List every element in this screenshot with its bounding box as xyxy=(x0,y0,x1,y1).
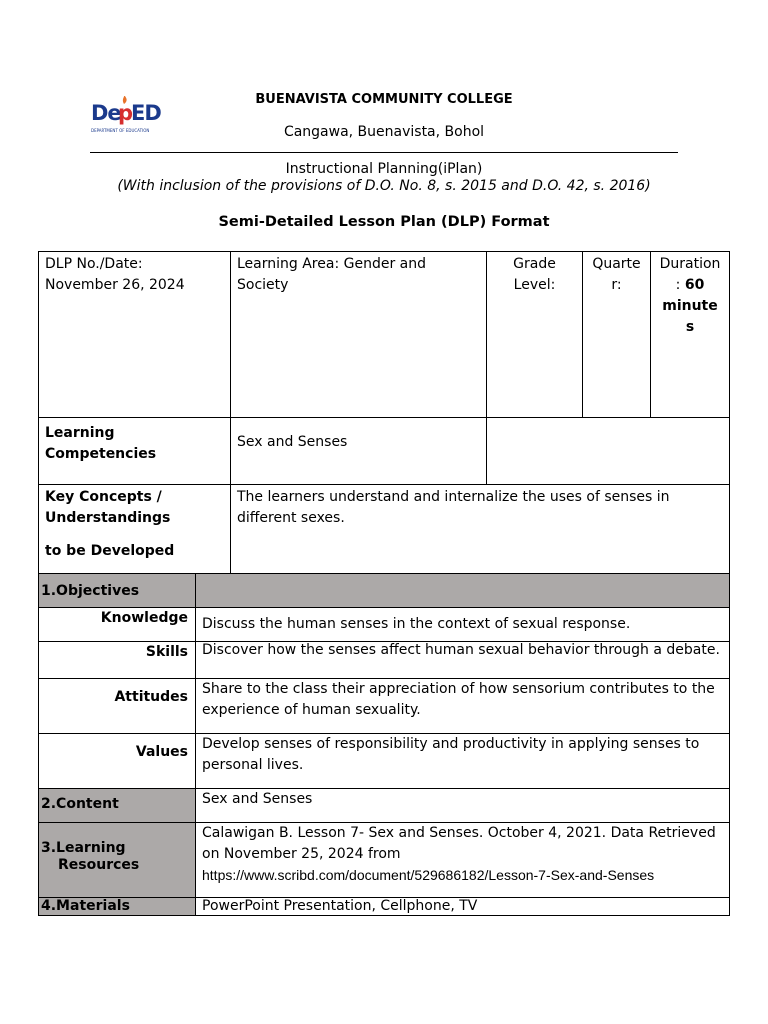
resources-heading-line1: 3.Learning xyxy=(41,840,126,856)
key-concepts-value: The learners understand and internalize the uses of senses in different sexes. xyxy=(237,489,670,526)
skills-value-cell xyxy=(195,641,730,679)
content-value: Sex and Senses xyxy=(202,791,313,807)
objectives-heading-fill xyxy=(195,573,730,608)
attitudes-value: Share to the class their appreciation of how sensorium contributes to the experience of human sexuality. xyxy=(202,681,715,718)
knowledge-label-cell xyxy=(38,607,196,642)
resources-value-cell xyxy=(195,822,730,898)
learning-area-cell xyxy=(230,251,487,418)
resources-heading-line2: Resources xyxy=(58,857,140,873)
competencies-label-cell xyxy=(38,417,231,485)
college-name: BUENAVISTA COMMUNITY COLLEGE xyxy=(255,92,513,107)
attitudes-value-cell xyxy=(195,678,730,734)
iplan-note: (With inclusion of the provisions of D.O. No. 8, s. 2015 and D.O. 42, s. 2016) xyxy=(117,178,651,194)
header-divider xyxy=(90,152,678,153)
knowledge-label: Knowledge xyxy=(100,610,188,626)
attitudes-label-cell xyxy=(38,678,196,734)
duration-value: 60 xyxy=(684,277,705,293)
competencies-label-line1: Learning xyxy=(45,425,115,441)
content-value-cell xyxy=(195,788,730,823)
duration-cell xyxy=(650,251,730,418)
svg-text:DEPARTMENT OF EDUCATION: DEPARTMENT OF EDUCATION xyxy=(91,128,150,133)
skills-label-cell xyxy=(38,641,196,679)
competencies-label-line2: Competencies xyxy=(45,446,157,462)
college-address: Cangawa, Buenavista, Bohol xyxy=(283,124,485,140)
quarter-cell xyxy=(582,251,651,418)
content-heading-cell xyxy=(38,788,196,823)
svg-text:ED: ED xyxy=(131,101,161,125)
grade-level-label: Grade Level: xyxy=(513,256,556,293)
svg-text:De: De xyxy=(91,101,121,125)
materials-heading: 4.Materials xyxy=(41,898,130,914)
content-heading: 2.Content xyxy=(41,796,119,812)
duration-colon: : xyxy=(675,277,681,293)
knowledge-value: Discuss the human senses in the context of sexual response. xyxy=(202,616,631,632)
values-label-cell xyxy=(38,733,196,789)
duration-unit-line2: s xyxy=(685,319,695,335)
materials-heading-cell xyxy=(38,897,196,916)
materials-value-cell xyxy=(195,897,730,916)
competencies-blank-cell xyxy=(486,417,730,485)
key-concepts-label-line3: to be Developed xyxy=(45,543,175,559)
key-concepts-label-line1: Key Concepts / xyxy=(45,489,162,505)
resources-citation: Calawigan B. Lesson 7- Sex and Senses. October 4, 2021. Data Retrieved on November 25, 2024 from xyxy=(202,825,716,862)
competencies-value: Sex and Senses xyxy=(237,434,348,450)
objectives-heading: 1.Objectives xyxy=(41,583,140,599)
resources-heading-cell xyxy=(38,822,196,898)
competencies-value-cell xyxy=(230,417,487,485)
key-concepts-label-line2: Understandings xyxy=(45,510,171,526)
duration-label: Duration xyxy=(659,256,721,272)
materials-value: PowerPoint Presentation, Cellphone, TV xyxy=(202,898,478,914)
skills-label: Skills xyxy=(145,644,188,660)
iplan-title: Instructional Planning(iPlan) xyxy=(285,161,483,177)
skills-value: Discover how the senses affect human sexual behavior through a debate. xyxy=(202,642,720,658)
values-value-cell xyxy=(195,733,730,789)
svg-text:p: p xyxy=(118,101,134,125)
duration-unit-line1: minute xyxy=(662,298,718,314)
attitudes-label: Attitudes xyxy=(114,689,188,705)
resources-url-link[interactable]: https://www.scribd.com/document/529686182/Lesson-7-Sex-and-Senses xyxy=(202,867,655,883)
dlp-no-date-cell xyxy=(38,251,231,418)
quarter-label-line2: r: xyxy=(611,277,622,293)
learning-area: Learning Area: Gender and Society xyxy=(237,256,426,293)
knowledge-value-cell xyxy=(195,607,730,642)
duration-value-line xyxy=(653,275,727,296)
values-label: Values xyxy=(135,744,188,760)
objectives-heading-cell xyxy=(38,573,196,608)
quarter-label-line1: Quarte xyxy=(592,256,641,272)
key-concepts-value-cell xyxy=(230,484,730,574)
dlp-date: November 26, 2024 xyxy=(45,277,185,293)
form-title: Semi-Detailed Lesson Plan (DLP) Format xyxy=(218,214,550,230)
key-concepts-label-cell xyxy=(38,484,231,574)
dlp-label: DLP No./Date: xyxy=(45,256,143,272)
values-value: Develop senses of responsibility and productivity in applying senses to personal lives. xyxy=(202,736,700,773)
grade-level-cell xyxy=(486,251,583,418)
